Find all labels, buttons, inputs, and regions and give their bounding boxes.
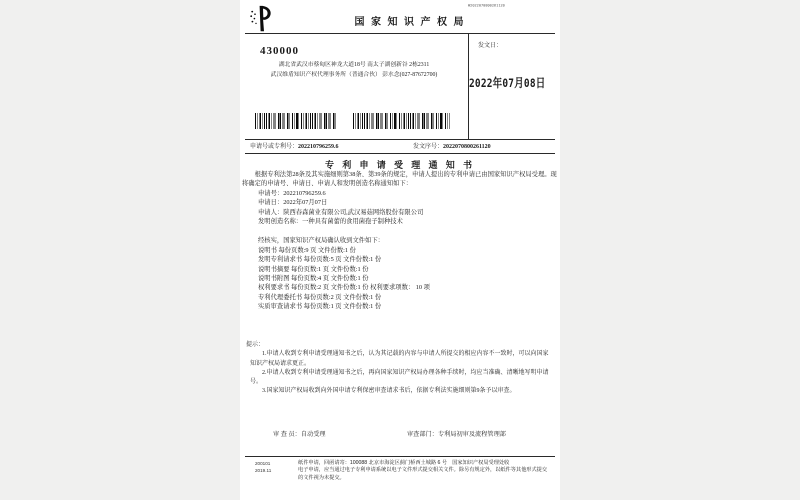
footer-paper-filing-line: 纸件申请，回函请寄：100088 北京市海淀区蓟门桥西土城路 6 号 国家知识产权局受理处收 [298,460,510,466]
barcode-serial-number [353,113,450,129]
received-doc-abstract: 说明书摘要 每份页数:1 页 文件份数:1 份 [258,265,369,273]
footer-form-codes [255,460,271,475]
field-applicant: 申请人：陕西春森菌业有限公司,武汉易菇网络股份有限公司 [258,208,424,216]
intro-paragraph: 根据专利法第28条及其实施细则第38条、第39条的规定，申请人提出的专利申请已由国家知识产权局受理。现将确定的申请号、申请日、申请人和发明创造名称通知如下： [242,171,557,188]
application-number [250,141,339,150]
exam-department-label: 审查部门： [407,431,438,438]
examiner [273,429,326,438]
serial-number-value: 2022070800261120 [443,144,491,150]
serial-number-label: 发文序号： [413,144,444,150]
exam-department [407,429,506,438]
dispatch-date-label: 发文日： [478,43,503,49]
recipient-address-line1: 湖北省武汉市蔡甸区神龙大道18号 南太子湖创新谷 2栋2311 [278,62,430,68]
barcode-application-number [255,113,337,129]
cnipa-logo-icon [248,5,274,32]
serial-number [413,141,491,150]
reference-row [240,141,560,151]
ref-row-top-divider [245,139,555,140]
footer-divider [245,456,555,457]
received-doc-exam-request: 实质审查请求书 每份页数:1 页 文件份数:1 份 [258,303,382,311]
field-application-number: 申请号：202210796259.6 [258,189,326,197]
received-doc-power-of-attorney: 专利代理委托书 每份页数:2 页 文件份数:1 份 [258,293,382,301]
notice-body [242,170,558,312]
received-doc-request: 发明专利请求书 每份页数:5 页 文件份数:1 份 [258,256,382,264]
recipient-postal-code: 430000 [260,45,299,57]
notice-title: 专 利 申 请 受 理 通 知 书 [324,160,475,170]
examiner-label: 审 查 员： [273,431,301,438]
org-name: 国 家 知 识 产 权 局 [354,17,466,28]
received-documents-heading: 经核实，国家知识产权局确认收到文件如下： [258,237,384,245]
footer-form-code-1: 200101 [255,461,271,466]
application-number-value: 202210796259.6 [298,144,339,150]
exam-department-value: 专利局初审及流程管理部 [437,431,506,438]
received-doc-drawings: 说明书附图 每份页数:4 页 文件份数:1 份 [258,274,369,282]
note-item-1: 1.申请人收到专利申请受理通知书之后，认为其记载的内容与申请人所提交的相应内容不一致时，可以向国家知识产权局请求更正。 [250,351,549,367]
footer-electronic-filing-line: 电子申请，应当通过电子专利申请系统以电子文件形式提交相关文件。除另有规定外，以纸件等其他形式提交的文件视为未提交。 [298,467,548,481]
examiner-value: 自动受理 [300,431,326,438]
recipient-address-line2: 武汉维盾知识产权代理事务所（普通合伙） 彭水念(027-87672700) [270,71,438,78]
header-divider [245,33,555,34]
footer-instructions [298,460,551,482]
application-number-label: 申请号或专利号： [250,144,299,150]
recipient-address [248,61,460,80]
notes-section [246,341,550,397]
note-item-3: 3.国家知识产权局收到向外国申请专利保密审查请求书后，依据专利法实施细则第9条予以审查。 [262,388,516,395]
dispatch-date-stamp: 2022年07月08日 [469,76,546,91]
received-doc-description: 说明书 每份页数:9 页 文件份数:1 份 [258,246,356,254]
field-filing-date: 申请日：2022年07月07日 [258,199,328,207]
note-item-2: 2.申请人收到专利申请受理通知书之后，再向国家知识产权局办理各种手续时，均应当准确、清晰地写明申请号。 [250,369,549,386]
notes-heading: 提示： [246,342,265,348]
received-doc-claims: 权利要求书 每份页数:2 页 文件份数:1 份 权利要求项数： 10 项 [258,284,430,292]
ref-row-bottom-divider [245,153,555,154]
field-invention-title: 发明创造名称：一种具有菌蕾的食用菌孢子制种技术 [258,218,403,226]
notice-page [240,0,560,500]
footer-form-code-2: 2019.11 [255,468,272,474]
top-right-barcode-number: W2022070800261120 [468,3,505,8]
